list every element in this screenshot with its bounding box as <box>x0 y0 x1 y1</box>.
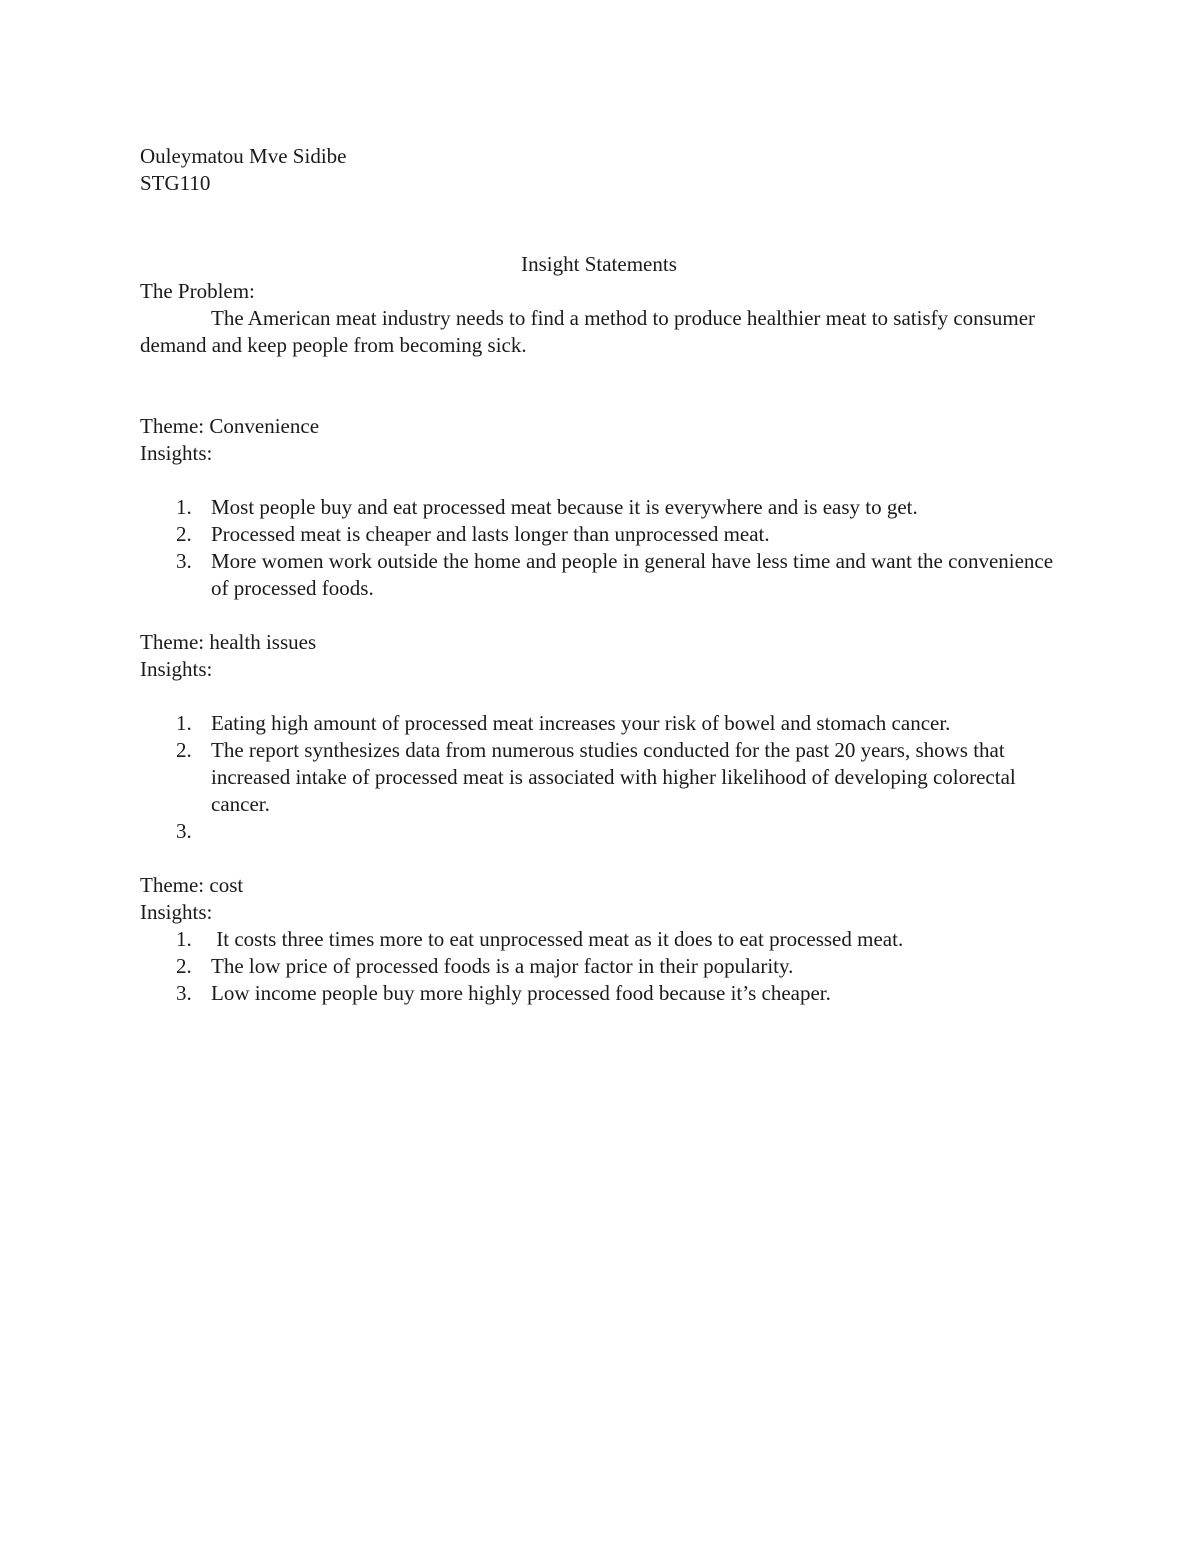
list-number: 2. <box>176 738 192 762</box>
list-number: 3. <box>176 549 192 573</box>
list-item <box>140 953 1060 980</box>
list-item-text: The report synthesizes data from numerous studies conducted for the past 20 years, shows that increased intake of processed meat is associated with higher likelihood of developing colorectal cancer. <box>211 738 1016 816</box>
theme-heading: Theme: health issues <box>140 630 317 654</box>
insights-list <box>140 710 1060 845</box>
list-number: 1. <box>176 927 192 951</box>
list-item <box>140 818 1060 845</box>
insights-list <box>140 926 1060 1007</box>
list-item <box>140 710 1060 737</box>
list-item <box>140 737 1060 818</box>
list-number: 2. <box>176 522 192 546</box>
list-item <box>140 980 1060 1007</box>
theme-heading: Theme: Convenience <box>140 414 320 438</box>
insights-label: Insights: <box>140 657 213 681</box>
author-name: Ouleymatou Mve Sidibe <box>140 144 347 168</box>
list-number: 1. <box>176 495 192 519</box>
list-item <box>140 494 1060 521</box>
problem-label: The Problem: <box>140 279 255 303</box>
insights-label: Insights: <box>140 900 213 924</box>
list-number: 1. <box>176 711 192 735</box>
list-number: 3. <box>176 819 192 843</box>
list-number: 2. <box>176 954 192 978</box>
list-item <box>140 926 1060 953</box>
theme-heading: Theme: cost <box>140 873 244 897</box>
list-item-text: Eating high amount of processed meat increases your risk of bowel and stomach cancer. <box>211 711 951 735</box>
course-code: STG110 <box>140 171 211 195</box>
list-item-text: Low income people buy more highly processed food because it’s cheaper. <box>211 981 831 1005</box>
insights-list <box>140 494 1060 602</box>
insights-label: Insights: <box>140 441 213 465</box>
document-page <box>140 143 1060 1007</box>
list-item-text: The low price of processed foods is a major factor in their popularity. <box>211 954 794 978</box>
list-item-text: It costs three times more to eat unprocessed meat as it does to eat processed meat. <box>211 927 904 951</box>
problem-statement: The American meat industry needs to find a method to produce healthier meat to satisfy consumer demand and keep people from becoming sick. <box>140 306 1036 357</box>
list-number: 3. <box>176 981 192 1005</box>
list-item <box>140 548 1060 602</box>
list-item-text: More women work outside the home and people in general have less time and want the convenience of processed foods. <box>211 549 1054 600</box>
list-item-text: Most people buy and eat processed meat because it is everywhere and is easy to get. <box>211 495 918 519</box>
theme-section-convenience <box>140 413 1060 602</box>
list-item <box>140 521 1060 548</box>
theme-section-health-issues <box>140 629 1060 845</box>
document-title: Insight Statements <box>521 252 677 276</box>
theme-section-cost <box>140 872 1060 1007</box>
list-item-text: Processed meat is cheaper and lasts longer than unprocessed meat. <box>211 522 770 546</box>
